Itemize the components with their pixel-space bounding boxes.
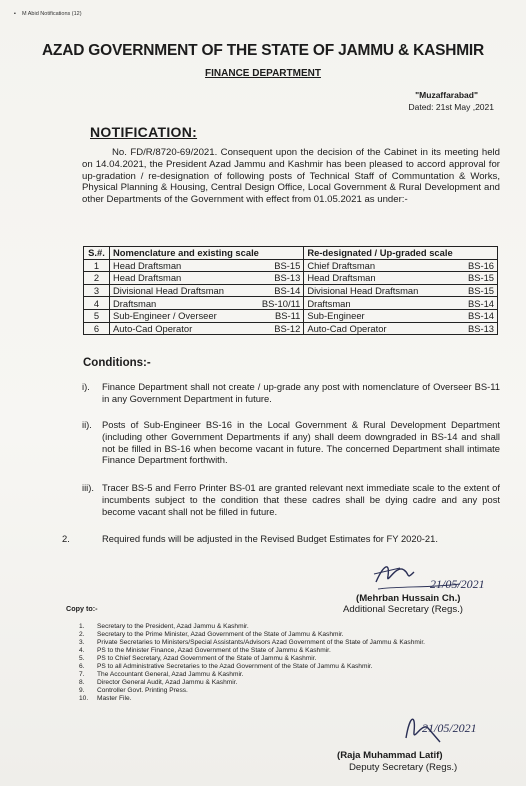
government-title: AZAD GOVERNMENT OF THE STATE OF JAMMU & KASHMIR xyxy=(41,42,485,59)
condition-2 xyxy=(82,419,500,466)
table-body xyxy=(84,259,498,335)
existing-post: Divisional Head Draftsman xyxy=(113,285,224,297)
place-line: "Muzaffarabad" xyxy=(415,90,478,100)
list-item xyxy=(79,623,469,631)
cell-existing xyxy=(110,284,304,297)
table-row xyxy=(84,309,498,322)
cell-upgraded xyxy=(304,322,498,335)
top-note: ▪ M Abid Notifications (12) xyxy=(14,11,82,17)
header-existing: Nomenclature and existing scale xyxy=(110,247,304,260)
cell-sn: 5 xyxy=(84,309,110,322)
existing-post: Head Draftsman xyxy=(113,259,182,271)
list-number: 1. xyxy=(79,623,85,630)
cell-upgraded xyxy=(304,259,498,272)
cell-upgraded xyxy=(304,284,498,297)
condition-text: Finance Department shall not create / up-grade any post with nomenclature of Overseer BS-11 in any Government Department in future. xyxy=(102,381,500,404)
cell-sn: 2 xyxy=(84,272,110,285)
existing-scale: BS-12 xyxy=(274,322,301,334)
cell-sn: 4 xyxy=(84,297,110,310)
existing-post: Auto-Cad Operator xyxy=(113,322,193,334)
existing-post: Head Draftsman xyxy=(113,272,182,284)
list-item xyxy=(79,655,469,663)
upgraded-post: Draftsman xyxy=(307,297,351,309)
existing-scale: BS-11 xyxy=(274,310,301,322)
condition-text: Posts of Sub-Engineer BS-16 in the Local Government & Rural Development Department (including other Government Departments if any) shall deem downgraded in BS-14 and shall not be filled in BS-16 when become vacant in future. The concerned Department shall intimate Finance Department forthwith. xyxy=(102,419,500,466)
table-row xyxy=(84,259,498,272)
list-text: The Accountant General, Azad Jammu & Kashmir. xyxy=(97,671,244,678)
list-number: 6. xyxy=(79,663,85,670)
list-item xyxy=(79,671,469,679)
list-item xyxy=(79,631,469,639)
cell-existing xyxy=(110,259,304,272)
condition-number: i). xyxy=(82,381,90,392)
existing-scale: BS-15 xyxy=(274,259,301,271)
list-item xyxy=(79,695,469,703)
signatory-1-designation: Additional Secretary (Regs.) xyxy=(343,604,463,615)
upgraded-post: Head Draftsman xyxy=(307,272,376,284)
date-line: Dated: 21st May ,2021 xyxy=(408,102,494,112)
cell-existing xyxy=(110,309,304,322)
condition-number: ii). xyxy=(82,419,92,430)
copy-to-list xyxy=(79,623,469,703)
conditions-heading: Conditions:- xyxy=(83,357,151,369)
upgraded-scale: BS-14 xyxy=(467,297,494,309)
list-item xyxy=(79,687,469,695)
upgraded-scale: BS-15 xyxy=(467,285,494,297)
header-upgraded: Re-designated / Up-graded scale xyxy=(304,247,498,260)
condition-text: Tracer BS-5 and Ferro Printer BS-01 are granted relevant next immediate scale to the extent of incumbents subject to the condition that these cadres shall be dying cadre and any post become vacant shall not be filled in future. xyxy=(102,482,500,517)
list-item xyxy=(79,663,469,671)
list-text: PS to Chief Secretary, Azad Government of the State of Jammu & Kashmir. xyxy=(97,655,317,662)
upgraded-post: Auto-Cad Operator xyxy=(307,322,387,334)
list-number: 2. xyxy=(79,631,85,638)
existing-post: Draftsman xyxy=(113,297,157,309)
list-text: Secretary to the President, Azad Jammu & Kashmir. xyxy=(97,623,249,630)
table-row xyxy=(84,284,498,297)
signatory-1-name: (Mehrban Hussain Ch.) xyxy=(356,593,461,604)
clause-text: Required funds will be adjusted in the Revised Budget Estimates for FY 2020-21. xyxy=(102,533,438,544)
list-number: 8. xyxy=(79,679,85,686)
list-text: Private Secretaries to Ministers/Special Assistants/Advisors Azad Government of the State of Jammu & Kashmir. xyxy=(97,639,425,646)
cell-upgraded xyxy=(304,309,498,322)
upgraded-scale: BS-13 xyxy=(467,322,494,334)
condition-number: iii). xyxy=(82,482,94,493)
list-item xyxy=(79,639,469,647)
signature-2-date: 21/05/2021 xyxy=(422,721,477,735)
signature-2-mark xyxy=(400,708,510,748)
table-header-row xyxy=(84,247,498,260)
list-item xyxy=(79,679,469,687)
existing-scale: BS-10/11 xyxy=(261,297,301,309)
cell-existing xyxy=(110,297,304,310)
list-text: PS to the Minister Finance, Azad Government of the State of Jammu & Kashmir. xyxy=(97,647,331,654)
existing-post: Sub-Engineer / Overseer xyxy=(113,310,217,322)
funds-clause xyxy=(62,533,500,545)
notification-heading: NOTIFICATION: xyxy=(90,124,198,140)
signatory-2-designation: Deputy Secretary (Regs.) xyxy=(349,762,458,773)
list-number: 4. xyxy=(79,647,85,654)
table-row xyxy=(84,322,498,335)
cell-sn: 6 xyxy=(84,322,110,335)
cell-upgraded xyxy=(304,272,498,285)
cell-existing xyxy=(110,322,304,335)
table-row xyxy=(84,297,498,310)
signature-1-mark xyxy=(370,556,520,596)
posts-table xyxy=(83,246,498,335)
existing-scale: BS-13 xyxy=(274,272,301,284)
list-number: 9. xyxy=(79,687,85,694)
cell-sn: 1 xyxy=(84,259,110,272)
list-text: Director General Audit, Azad Jammu & Kashmir. xyxy=(97,679,238,686)
cell-sn: 3 xyxy=(84,284,110,297)
upgraded-scale: BS-14 xyxy=(467,310,494,322)
upgraded-post: Chief Draftsman xyxy=(307,259,376,271)
cell-existing xyxy=(110,272,304,285)
condition-1 xyxy=(82,381,500,405)
upgraded-post: Divisional Head Draftsman xyxy=(307,285,419,297)
list-text: PS to all Administrative Secretaries to the Azad Government of the State of Jammu & Kashmir. xyxy=(97,663,373,670)
cell-upgraded xyxy=(304,297,498,310)
copy-to-label: Copy to:- xyxy=(66,604,98,613)
list-text: Secretary to the Prime Minister, Azad Government of the State of Jammu & Kashmir. xyxy=(97,631,344,638)
upgraded-post: Sub-Engineer xyxy=(307,310,365,322)
clause-number: 2. xyxy=(62,533,70,544)
signatory-2-name: (Raja Muhammad Latif) xyxy=(337,750,443,761)
list-number: 5. xyxy=(79,655,85,662)
list-text: Controller Govt. Printing Press. xyxy=(97,687,188,694)
list-number: 7. xyxy=(79,671,85,678)
signature-1-date: 21/05/2021 xyxy=(430,577,485,591)
list-number: 3. xyxy=(79,639,85,646)
list-item xyxy=(79,647,469,655)
list-number: 10. xyxy=(79,695,89,702)
existing-scale: BS-14 xyxy=(274,285,301,297)
table-row xyxy=(84,272,498,285)
condition-3 xyxy=(82,482,500,517)
upgraded-scale: BS-16 xyxy=(467,259,494,271)
department-name: FINANCE DEPARTMENT xyxy=(205,68,321,79)
list-text: Master File. xyxy=(97,695,132,702)
top-note-text: M Abid Notifications (12) xyxy=(21,11,82,17)
header-sn: S.#. xyxy=(84,247,110,260)
upgraded-scale: BS-15 xyxy=(467,272,494,284)
notification-body: No. FD/R/8720-69/2021. Consequent upon the decision of the Cabinet in its meeting held on 14.04.2021, the President Azad Jammu and Kashmir has been pleased to accord approval for up-gradation / re-designation of following posts of Technical Staff of Communtation & Works, Physical Planning & Housing, Central Design Office, Local Government & Rural Development and other Departments of the Government with effect from 01.05.2021 as under:- xyxy=(82,147,500,206)
